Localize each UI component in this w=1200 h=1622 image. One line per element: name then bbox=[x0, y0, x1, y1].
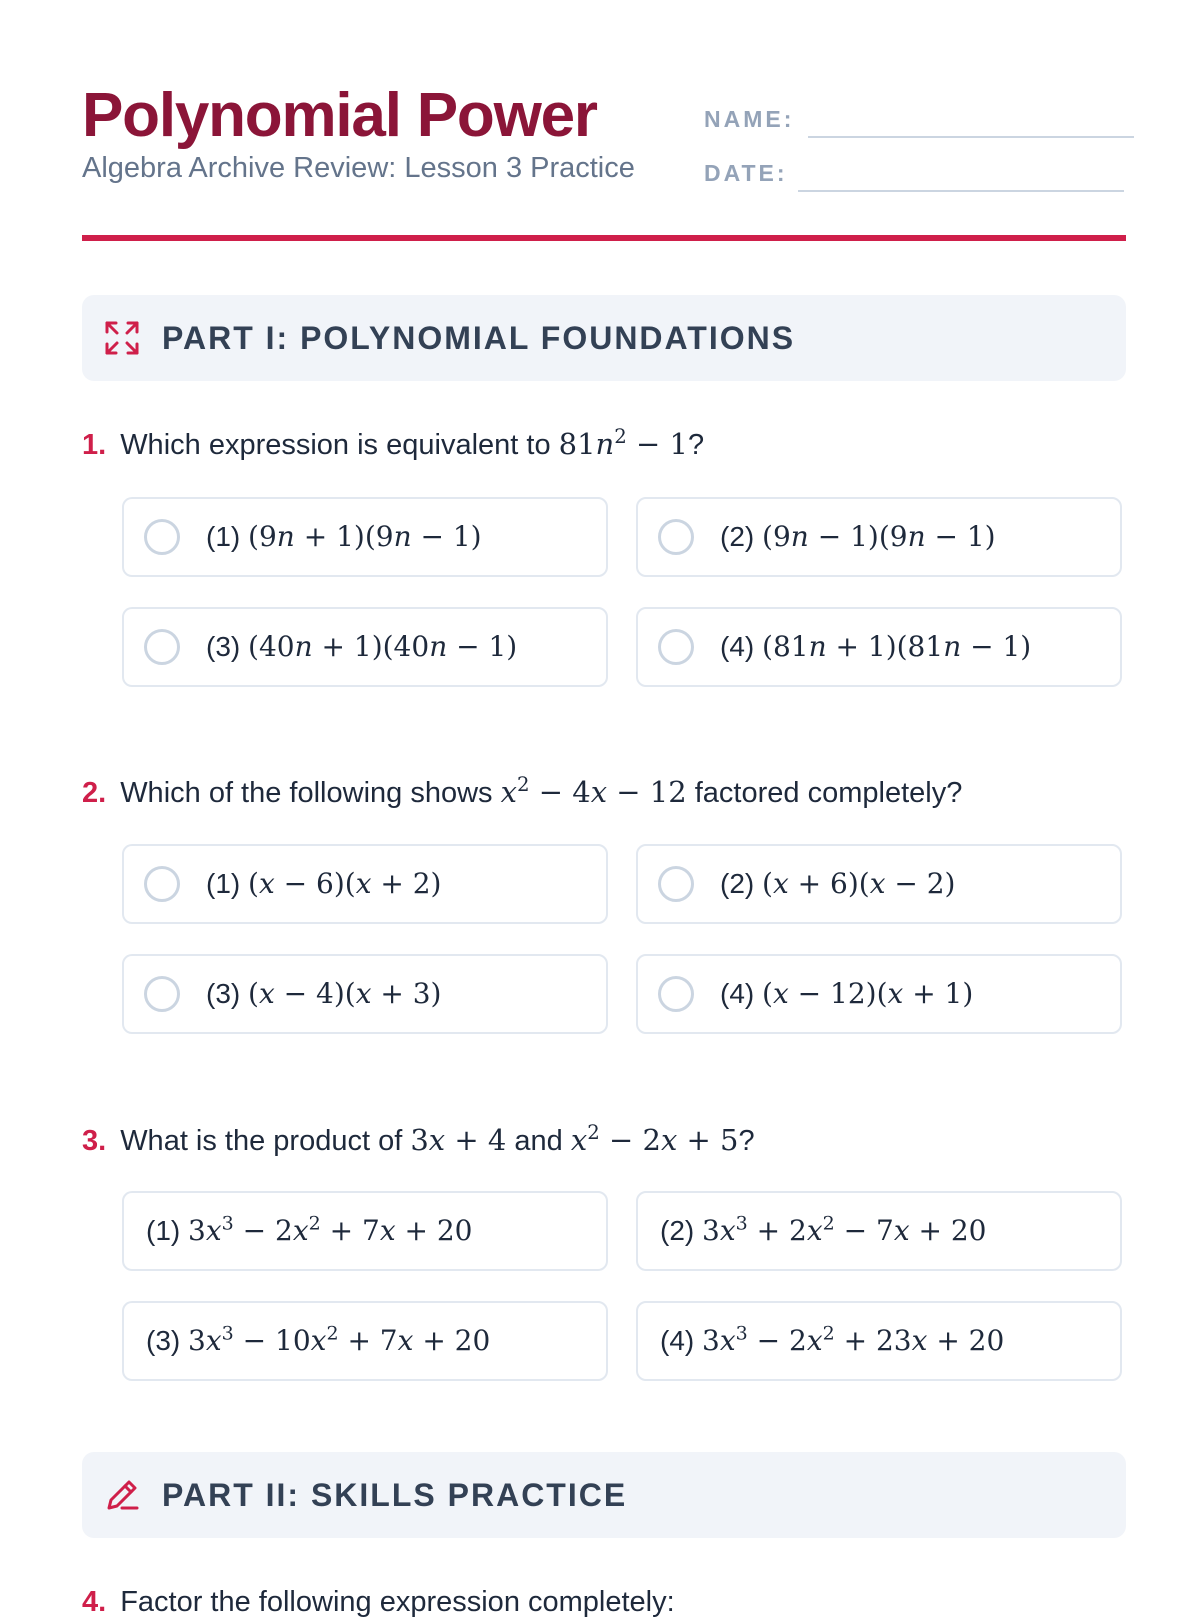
question-3: 3. What is the product of 3x + 4 and $x^2 - 2x + 5$? bbox=[82, 1121, 755, 1157]
header-divider bbox=[82, 235, 1126, 241]
worksheet-header bbox=[82, 78, 1134, 244]
date-field[interactable] bbox=[798, 190, 1124, 192]
math-expression: $81n^2 - 1$ bbox=[558, 425, 688, 461]
page-subtitle: Algebra Archive Review: Lesson 3 Practice bbox=[82, 152, 635, 184]
question-number: 2. bbox=[82, 777, 107, 809]
radio-button[interactable] bbox=[144, 866, 180, 902]
question-prompt: Which expression is equivalent to bbox=[120, 429, 559, 461]
section-part-1 bbox=[82, 295, 1126, 381]
section-title: PART I: POLYNOMIAL FOUNDATIONS bbox=[162, 320, 796, 356]
question-number: 1. bbox=[82, 429, 107, 461]
radio-button[interactable] bbox=[658, 976, 694, 1012]
question-number: 4. bbox=[82, 1586, 107, 1618]
answer-option[interactable]: (1) (9n + 1)(9n − 1) bbox=[122, 497, 608, 577]
radio-button[interactable] bbox=[144, 519, 180, 555]
math-expression: $x^2 - 4x - 12$ bbox=[500, 773, 687, 809]
answer-option[interactable]: (3) (x − 4)(x + 3) bbox=[122, 954, 608, 1034]
question-prompt: Factor the following expression completely: bbox=[120, 1586, 675, 1618]
math-expression: 3x + 4 bbox=[410, 1123, 507, 1157]
radio-button[interactable] bbox=[144, 976, 180, 1012]
answer-option[interactable]: (2) (9n − 1)(9n − 1) bbox=[636, 497, 1122, 577]
answer-option[interactable]: (2) $3x^3 + 2x^2 - 7x + 20$ bbox=[636, 1191, 1122, 1271]
answer-option[interactable]: (1) $3x^3 - 2x^2 + 7x + 20$ bbox=[122, 1191, 608, 1271]
expand-arrows-icon bbox=[104, 320, 140, 356]
radio-button[interactable] bbox=[658, 519, 694, 555]
name-field[interactable] bbox=[808, 136, 1134, 138]
question-prompt: Which of the following shows bbox=[120, 777, 501, 809]
answer-option[interactable]: (3) (40n + 1)(40n − 1) bbox=[122, 607, 608, 687]
answer-option[interactable]: (4) $3x^3 - 2x^2 + 23x + 20$ bbox=[636, 1301, 1122, 1381]
question-4 bbox=[82, 1582, 675, 1622]
question-2: 2. Which of the following shows $x^2 - 4x - 12$ factored completely? bbox=[82, 773, 963, 809]
math-expression: $x^2 - 2x + 5$ bbox=[570, 1121, 739, 1157]
question-number: 3. bbox=[82, 1125, 107, 1157]
question-prompt: What is the product of bbox=[120, 1125, 411, 1157]
question-1: 1. Which expression is equivalent to $81n^2 - 1$? bbox=[82, 425, 705, 461]
answer-option[interactable]: (3) $3x^3 - 10x^2 + 7x + 20$ bbox=[122, 1301, 608, 1381]
answer-option[interactable]: (2) (x + 6)(x − 2) bbox=[636, 844, 1122, 924]
radio-button[interactable] bbox=[658, 866, 694, 902]
radio-button[interactable] bbox=[144, 629, 180, 665]
radio-button[interactable] bbox=[658, 629, 694, 665]
answer-option[interactable]: (1) (x − 6)(x + 2) bbox=[122, 844, 608, 924]
pencil-icon bbox=[104, 1477, 140, 1513]
section-part-2 bbox=[82, 1452, 1126, 1538]
date-label: DATE: bbox=[704, 160, 788, 186]
answer-option[interactable]: (4) (x − 12)(x + 1) bbox=[636, 954, 1122, 1034]
page-title: Polynomial Power bbox=[82, 81, 597, 150]
name-label: NAME: bbox=[704, 106, 795, 132]
section-title: PART II: SKILLS PRACTICE bbox=[162, 1477, 628, 1513]
answer-option[interactable]: (4) (81n + 1)(81n − 1) bbox=[636, 607, 1122, 687]
